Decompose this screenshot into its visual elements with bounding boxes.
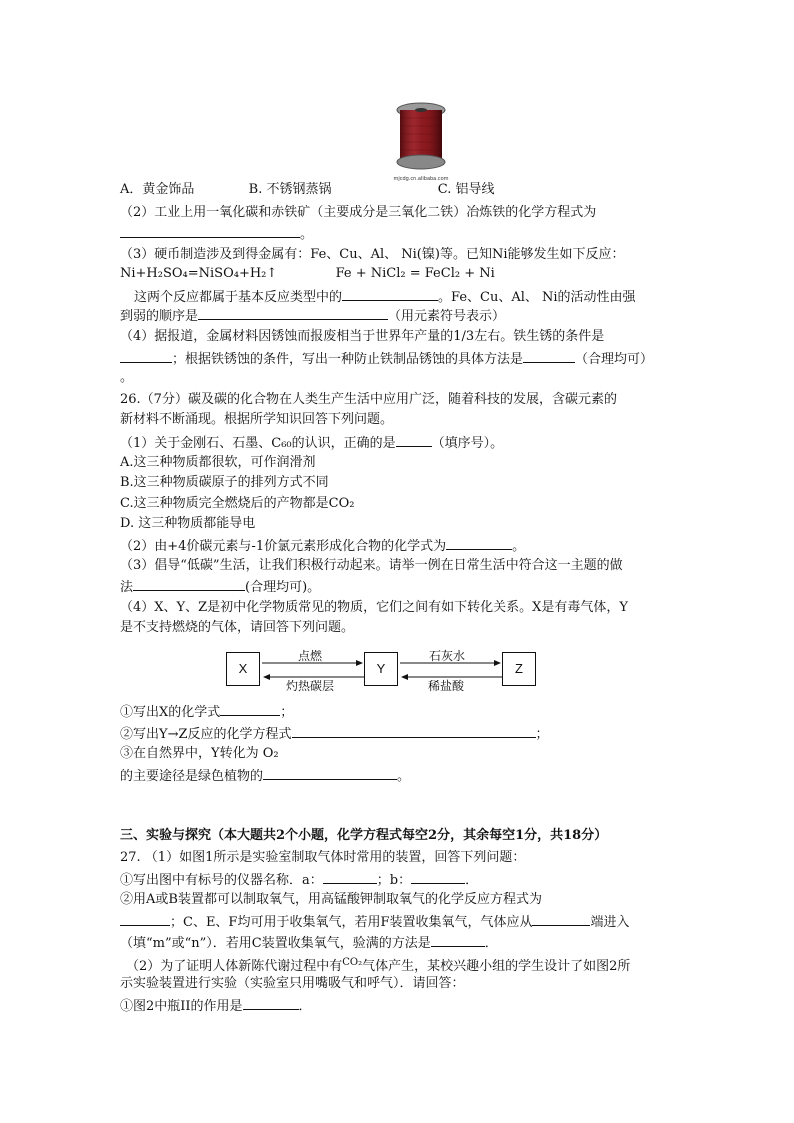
answer-blank[interactable] [446,536,512,550]
answer-blank[interactable] [243,996,299,1010]
q27-line5: （填“m”或“n”）．若用C装置收集氧气，验满的方法是 ． [120,933,498,953]
q25-part3-line1: （3）硬币制造涉及到得金属有：Fe、Cu、Al、 Ni(镍)等。已知Ni能够发生如下反应： [120,247,625,262]
q25-part4-line2: ；根据铁锈蚀的条件，写出一种防止铁制品锈蚀的具体方法是 （合理均可） [120,349,653,369]
q27-line4: ；C、E、F均可用于收集氧气，若用F装置收集氧气，气体应从 端进入 [120,912,630,932]
answer-blank[interactable] [342,287,438,301]
section-3-title: 三、实验与探究（本大题共2个小题，化学方程式每空2分，其余每空1分，共18分） [120,828,608,843]
q26-sub2: ②写出Y→Z反应的化学方程式 ； [120,724,549,744]
q25-part3-line4: 到弱的顺序是 （用元素符号表示） [120,306,505,326]
q26-intro-1: 26.（7分）碳及碳的化合物在人类生产生活中应用广泛，随着科技的发展，含碳元素的 [120,392,617,407]
label-hot-carbon: 灼热碳层 [286,679,335,693]
answer-blank[interactable] [220,702,280,716]
xyz-transformation-diagram [226,646,566,692]
answer-blank[interactable] [120,349,172,363]
q25-option-b: B. 不锈钢蒸锅 [248,182,332,197]
q26-part3a: （3）倡导“低碳”生活，让我们积极行动起来。请举一例在日常生活中符合这一主题的做 [120,558,623,573]
diagram-arrows [226,646,566,692]
answer-blank[interactable] [431,933,485,947]
q25-part2-stem: （2）工业上用一氧化碳和赤铁矿（主要成分是三氧化二铁）冶炼铁的化学方程式为 [120,205,597,220]
reaction-1: Ni+H₂SO₄=NiSO₄+H₂↑ [120,266,278,281]
copper-wire-spool-image [386,98,456,182]
answer-blank[interactable] [532,912,590,926]
answer-blank[interactable] [263,766,397,780]
q26-option-c: C.这三种物质完全燃烧后的产物都是CO₂ [120,496,355,511]
q25-part4-line3: 。 [120,370,134,385]
q26-part1: （1）关于金刚石、石墨、C₆₀的认识，正确的是 （填序号）。 [120,433,503,453]
q26-option-b: B.这三种物质碳原子的排列方式不同 [120,475,329,490]
q25-option-a: A．黄金饰品 [120,182,195,197]
label-dilute-hcl: 稀盐酸 [428,679,465,693]
q26-part2: （2）由+4价碳元素与-1价氯元素形成化合物的化学式为 。 [120,536,525,556]
answer-blank[interactable] [133,577,245,591]
box-x: X [226,652,260,686]
reaction-2: Fe + NiCl₂ = FeCl₂ + Ni [335,266,495,281]
label-limewater: 石灰水 [429,649,466,663]
q26-sub1: ①写出X的化学式 ； [120,702,293,722]
q27-line6: （2）为了证明人体新陈代谢过程中有$^{CO_2}$气体产生，某校兴趣小组的学生设计了如图2所 [126,957,631,974]
answer-blank[interactable] [292,724,536,738]
q27-line3: ②用A或B装置都可以制取氧气，用高锰酸钾制取氧气的化学反应方程式为 [120,892,542,907]
answer-blank[interactable] [120,224,300,238]
q27-line2: ①写出图中有标号的仪器名称．a： ；b： ． [120,870,478,890]
q25-options-row [120,181,495,199]
box-z: Z [502,652,536,686]
q25-part2-answer-line: 。 [120,224,313,244]
q25-option-c: C. 铝导线 [437,182,495,197]
q26-option-d: D. 这三种物质都能导电 [120,516,256,531]
label-ignite: 点燃 [298,649,323,663]
box-y: Y [364,652,398,686]
answer-blank[interactable] [120,912,170,926]
q25-part4-line1: （4）据报道，金属材料因锈蚀而报废相当于世界年产量的1/3左右。铁生锈的条件是 [120,329,605,344]
q25-reactions [120,265,495,283]
q25-part3-line3: 这两个反应都属于基本反应类型中的 。Fe、Cu、Al、 Ni的活动性由强 [134,287,636,307]
q27-line8: ①图2中瓶II的作用是 ． [120,996,312,1016]
q27-line1: 27. （1）如图1所示是实验室制取气体时常用的装置，回答下列问题： [120,850,526,865]
q26-option-a: A.这三种物质都很软，可作润滑剂 [120,455,316,470]
co2-formula: CO₂ [342,957,363,968]
q27-line7: 示实验装置进行实验（实验室只用嘴吸气和呼气）．请回答： [120,976,465,991]
answer-blank[interactable] [523,349,575,363]
q26-part4a: （4）X、Y、Z是初中化学物质常见的物质，它们之间有如下转化关系。X是有毒气体，Y [120,600,628,615]
q26-sub3a: ③在自然界中，Y转化为 O₂ [120,746,279,761]
q26-part4b: 是不支持燃烧的气体，请回答下列问题。 [120,620,355,635]
answer-blank[interactable] [411,870,465,884]
q26-intro-2: 新材料不断涌现。根据所学知识回答下列问题。 [120,412,394,427]
answer-blank[interactable] [396,433,432,447]
answer-blank[interactable] [323,870,377,884]
answer-blank[interactable] [198,306,388,320]
q26-part3b: 法 (合理均可)。 [120,577,320,597]
image-caption: mjcdg.cn.alibaba.com [393,176,449,182]
q26-sub3b: 的主要途径是绿色植物的 。 [120,766,410,786]
